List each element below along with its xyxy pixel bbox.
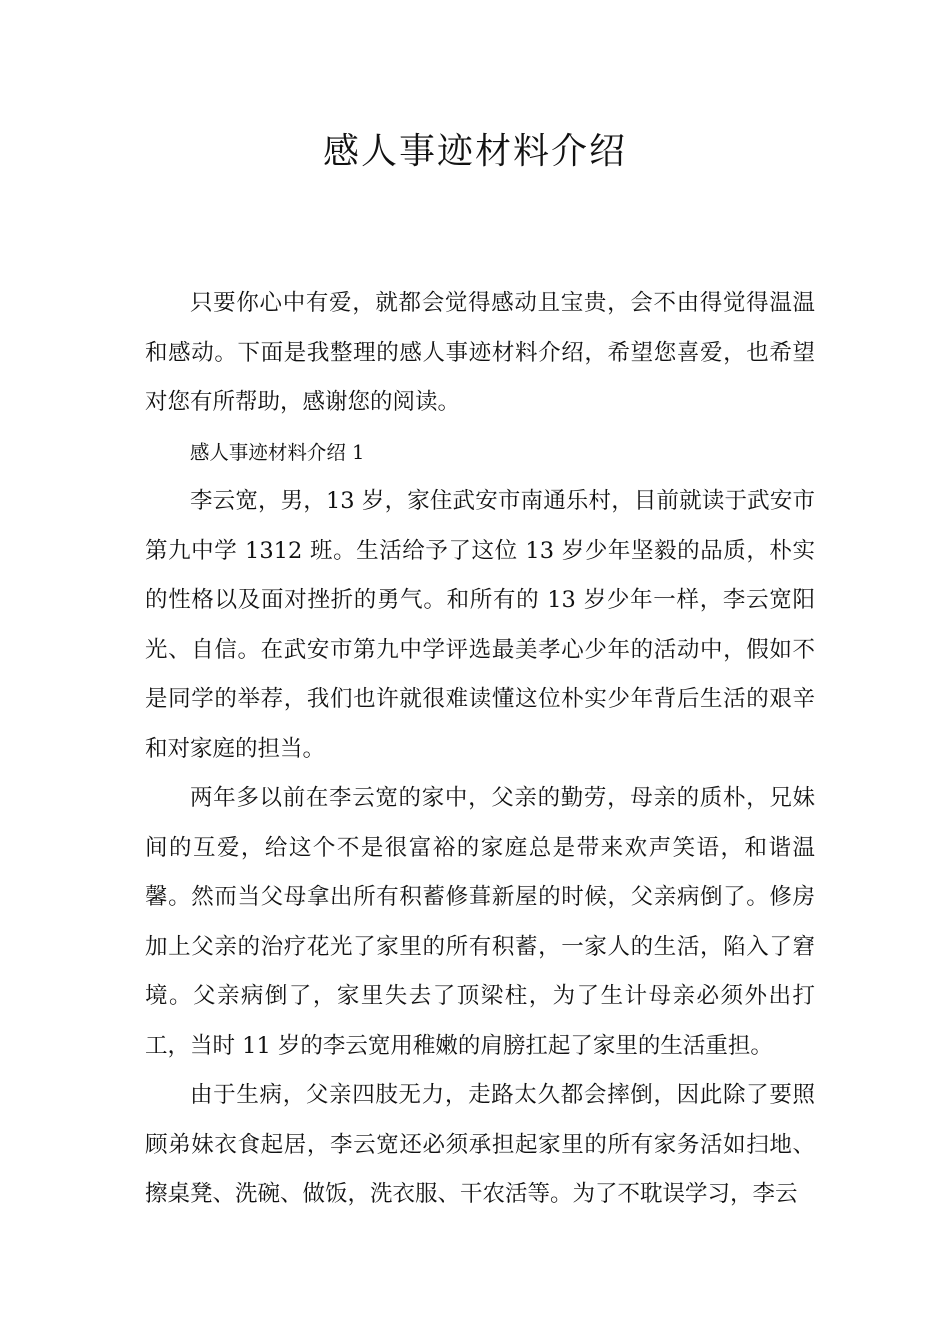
body-paragraph-2: 两年多以前在李云宽的家中，父亲的勤劳，母亲的质朴，兄妹间的互爱，给这个不是很富裕的家庭总是带来欢声笑语，和谐温馨。然而当父母拿出所有积蓄修葺新屋的时候，父亲病倒了。修房加上父亲的治疗花光了家里的所有积蓄，一家人的生活，陷入了窘境。父亲病倒了，家里失去了顶梁柱，为了生计母亲必须外出打工，当时 11 岁的李云宽用稚嫩的肩膀扛起了家里的生活重担。: [145, 785, 815, 1059]
document-body: [145, 279, 815, 1220]
intro-paragraph: 只要你心中有爱，就都会觉得感动且宝贵，会不由得觉得温温和感动。下面是我整理的感人事迹材料介绍，希望您喜爱，也希望对您有所帮助，感谢您的阅读。: [145, 290, 815, 415]
body-paragraph-1: 李云宽，男，13 岁，家住武安市南通乐村，目前就读于武安市第九中学 1312 班。生活给予了这位 13 岁少年坚毅的品质，朴实的性格以及面对挫折的勇气。和所有的 13 岁少年一样，李云宽阳光、自信。在武安市第九中学评选最美孝心少年的活动中，假如不是同学的举荐，我们也许就很难读懂这位朴实少年背后生活的艰辛和对家庭的担当。: [145, 488, 815, 762]
section-heading: 感人事迹材料介绍 1: [189, 440, 365, 464]
document-title: 感人事迹材料介绍: [322, 131, 627, 172]
body-paragraph-3: 由于生病，父亲四肢无力，走路太久都会摔倒，因此除了要照顾弟妹衣食起居，李云宽还必须承担起家里的所有家务活如扫地、擦桌凳、洗碗、做饭，洗衣服、干农活等。为了不耽误学习，李云: [145, 1082, 815, 1207]
